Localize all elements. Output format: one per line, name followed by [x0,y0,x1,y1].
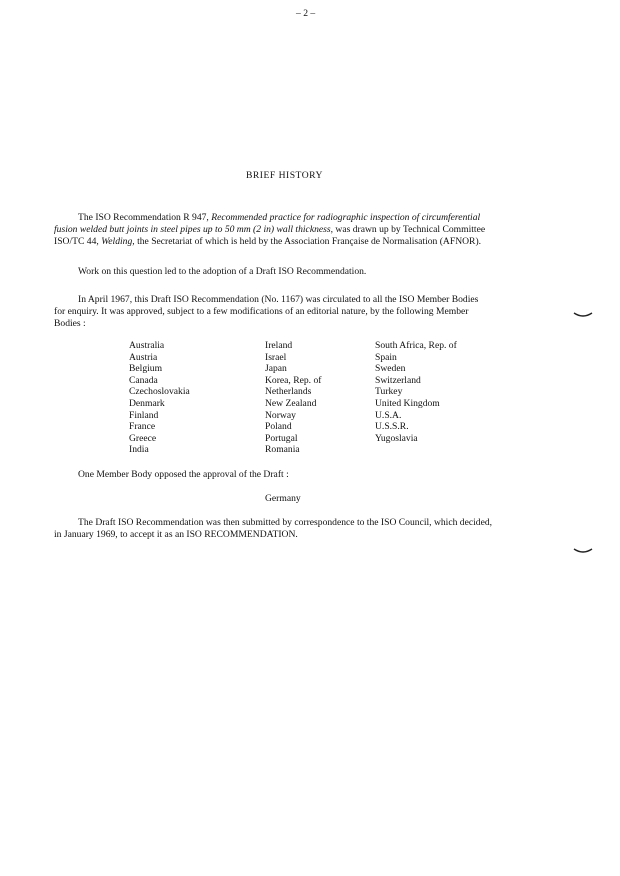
text: for enquiry. It was approved, subject to a few modifications of an editorial nature, by the following Member [54,306,469,317]
member-body: U.S.S.R. [375,421,409,433]
member-body: Spain [375,351,397,363]
text: Bodies : [54,318,86,329]
member-body: Canada [129,374,158,386]
member-body: Yugoslavia [375,432,418,444]
paragraph-adoption: Work on this question led to the adoption of a Draft ISO Recommendation. [78,266,367,277]
scan-mark-icon [572,546,594,556]
member-list-col3 [375,340,457,444]
member-body: Portugal [265,432,298,444]
member-list-col2 [265,340,321,456]
member-body: U.S.A. [375,409,402,421]
standard-title: Recommended practice for radiographic inspection of circumferential [211,212,481,223]
member-body: Switzerland [375,374,421,386]
text: In April 1967, this Draft ISO Recommendation (No. 1167) was circulated to all the ISO Member Bodies [78,294,479,305]
member-body: Finland [129,409,159,421]
member-body: France [129,421,156,433]
page-number: – 2 – [296,8,316,19]
member-body: Norway [265,409,296,421]
member-body: Greece [129,432,157,444]
member-body: Poland [265,421,292,433]
member-body: Ireland [265,340,293,351]
text: was drawn up by Technical Committee [333,224,486,235]
text: The ISO Recommendation R 947, [78,212,212,223]
member-body: Netherlands [265,386,312,398]
opposed-intro: One Member Body opposed the approval of the Draft : [78,469,289,480]
scan-mark-icon [572,310,594,320]
member-body: Austria [129,351,158,363]
member-body: Romania [265,444,300,456]
member-body: New Zealand [265,397,317,409]
member-body: India [129,444,149,456]
opposed-member: Germany [265,493,301,504]
page-title: BRIEF HISTORY [246,170,323,181]
text: the Secretariat of which is held by the Association Française de Normalisation (AFNOR). [134,236,482,247]
standard-title-cont: fusion welded butt joints in steel pipes up to 50 mm (2 in) wall thickness, [54,224,333,235]
committee-name: Welding, [101,236,135,247]
member-body: Australia [129,340,165,351]
member-body: Japan [265,363,287,375]
member-body: United Kingdom [375,397,440,409]
member-body: South Africa, Rep. of [375,340,457,351]
member-list-col1 [129,340,190,456]
member-body: Czechoslovakia [129,386,190,398]
member-body: Belgium [129,363,163,375]
member-body: Sweden [375,363,406,375]
text: in January 1969, to accept it as an ISO RECOMMENDATION. [54,529,298,540]
member-body: Israel [265,351,287,363]
member-body: Denmark [129,397,165,409]
text: The Draft ISO Recommendation was then submitted by correspondence to the ISO Council, which decided, [78,517,493,528]
text: ISO/TC 44, [54,236,102,247]
member-body: Korea, Rep. of [265,374,322,386]
member-body: Turkey [375,386,403,398]
